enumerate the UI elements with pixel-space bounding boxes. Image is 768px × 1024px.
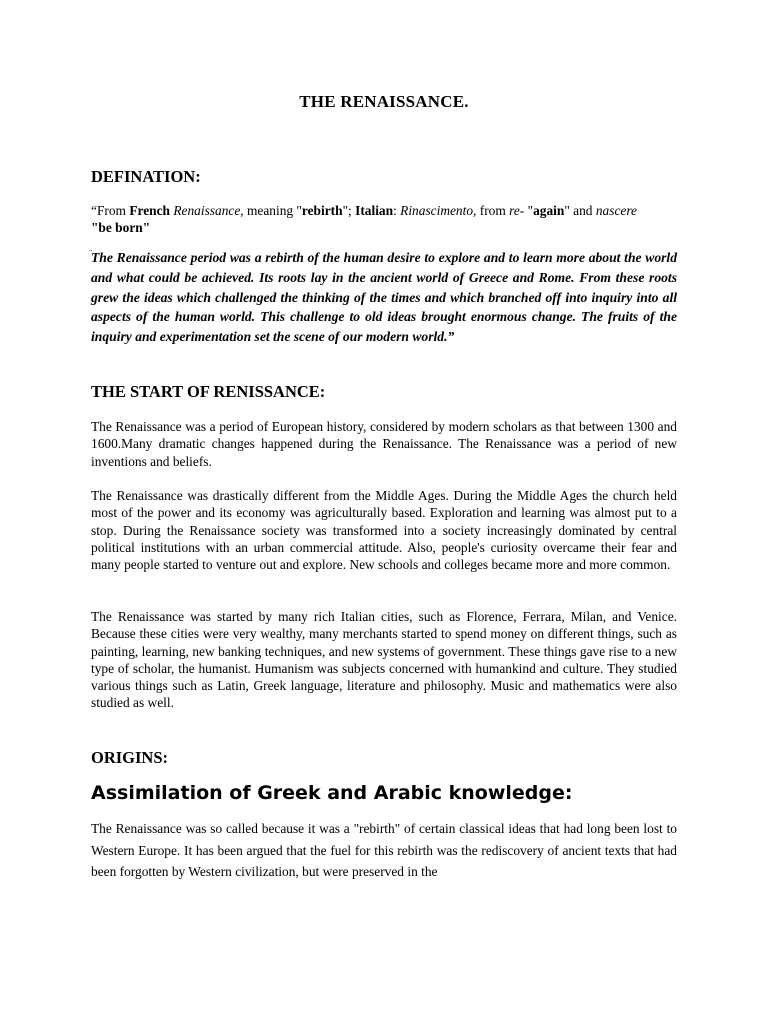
start-heading: THE START OF RENISSANCE: — [91, 382, 326, 401]
etymology-paragraph: “From French Renaissance, meaning "rebirth"; Italian: Rinascimento, from re- "again" and nascere "be born" — [91, 203, 637, 236]
quote-paragraph: The Renaissance period was a rebirth of the human desire to explore and to learn more about the world and what could be achieved. Its roots lay in the ancient world of Greece and Rome. From these roots grew the ideas which challenged the thinking of the times and which branched off into inquiry into all aspects of the human world. This challenge to old ideas brought enormous change. The fruits of the inquiry and experimentation set the scene of our modern world.” — [91, 250, 677, 345]
assimilation-subheading: Assimilation of Greek and Arabic knowledge: — [91, 782, 573, 804]
document-title: THE RENAISSANCE. — [299, 92, 469, 111]
defination-heading: DEFINATION: — [91, 167, 201, 186]
paragraph-italian-cities: The Renaissance was started by many rich Italian cities, such as Florence, Ferrara, Milan, and Venice. Because these cities were very wealthy, many merchants started to spend money on different things, such as painting, learning, new banking techniques, and new systems of government. These things gave rise to a new type of scholar, the humanist. Humanism was subjects concerned with humankind and culture. They studied various things such as Latin, Greek language, literature and philosophy. Music and mathematics were also studied as well. — [91, 609, 677, 711]
paragraph-period: The Renaissance was a period of European history, considered by modern scholars as that between 1300 and 1600.Many dramatic changes happened during the Renaissance. The Renaissance was a period of new inventions and beliefs. — [91, 419, 677, 469]
quote-mark: ¨ — [89, 248, 92, 258]
paragraph-middle-ages: The Renaissance was drastically different from the Middle Ages. During the Middle Ages the church held most of the power and its economy was agriculturally based. Exploration and learning was almost put to a stop. During the Renaissance society was transformed into a society increasingly dominated by central political institutions with an urban commercial attitude. Also, people's curiosity overcame their fear and many people started to venture out and explore. New schools and colleges became more and more common. — [91, 488, 677, 573]
origins-heading: ORIGINS: — [91, 748, 169, 767]
paragraph-assimilation: The Renaissance was so called because it was a "rebirth" of certain classical ideas that had long been lost to Western Europe. It has been argued that the fuel for this rebirth was the rediscovery of ancient texts that had been forgotten by Western civilization, but were preserved in the — [91, 821, 677, 879]
